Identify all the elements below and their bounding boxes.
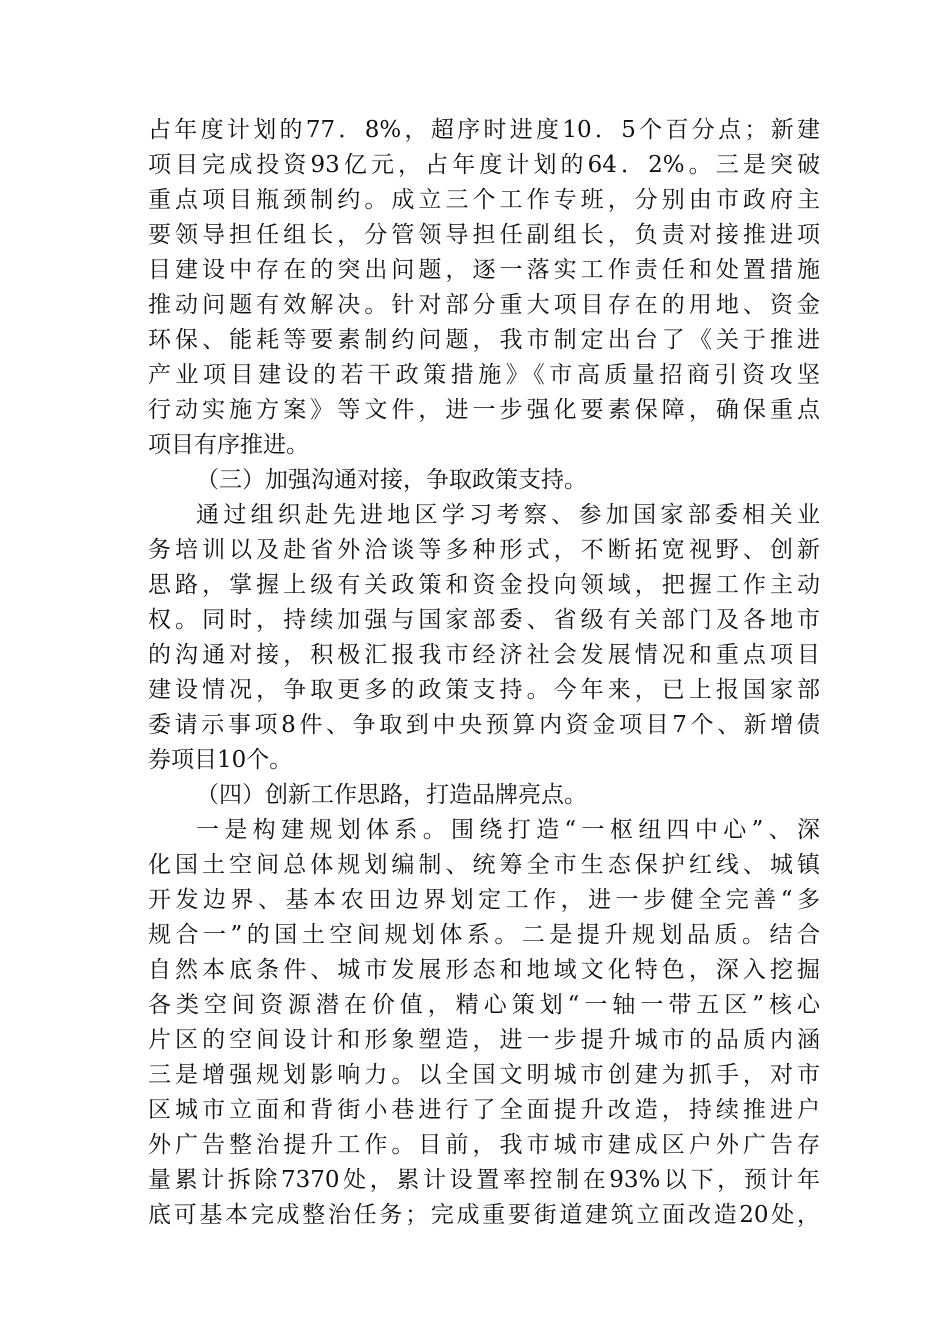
paragraph-line: 的沟通对接，积极汇报我市经济社会发展情况和重点项目 — [148, 642, 820, 668]
paragraph-line: 产业项目建设的若干政策措施》《市高质量招商引资攻坚 — [148, 362, 820, 388]
paragraph-line: 化国土空间总体规划编制、统筹全市生态保护红线、城镇 — [148, 852, 820, 878]
paragraph-line: 自然本底条件、城市发展形态和地域文化特色，深入挖掘 — [148, 957, 820, 983]
paragraph-line: 外广告整治提升工作。目前，我市城市建成区户外广告存 — [148, 1132, 820, 1158]
paragraph-line: 占年度计划的77．8%，超序时进度10．5个百分点；新建 — [148, 117, 820, 143]
paragraph-line: 行动实施方案》等文件，进一步强化要素保障，确保重点 — [148, 397, 820, 423]
paragraph-line: 片区的空间设计和形象塑造，进一步提升城市的品质内涵 — [148, 1027, 820, 1053]
paragraph-line: 项目有序推进。 — [148, 432, 309, 458]
section-heading: （三）加强沟通对接，争取政策支持。 — [196, 467, 587, 493]
paragraph-line: 一是构建规划体系。围绕打造“一枢纽四中心”、深 — [196, 817, 820, 843]
paragraph-line: 规合一”的国土空间规划体系。二是提升规划品质。结合 — [148, 922, 820, 948]
paragraph-line: 目建设中存在的突出问题，逐一落实工作责任和处置措施 — [148, 257, 820, 283]
paragraph-line: 要领导担任组长，分管领导担任副组长，负责对接推进项 — [148, 222, 820, 248]
paragraph-line: 区城市立面和背街小巷进行了全面提升改造，持续推进户 — [148, 1097, 820, 1123]
paragraph-line: 权。同时，持续加强与国家部委、省级有关部门及各地市 — [148, 607, 820, 633]
paragraph-line: 推动问题有效解决。针对部分重大项目存在的用地、资金 — [148, 292, 820, 318]
paragraph-line: 底可基本完成整治任务；完成重要街道建筑立面改造20处， — [148, 1202, 820, 1228]
document-body — [148, 113, 820, 1233]
paragraph-line: 委请示事项8件、争取到中央预算内资金项目7个、新增债 — [148, 712, 820, 738]
paragraph-line: 开发边界、基本农田边界划定工作，进一步健全完善“多 — [148, 887, 820, 913]
section-heading: （四）创新工作思路，打造品牌亮点。 — [196, 782, 587, 808]
paragraph-line: 各类空间资源潜在价值，精心策划“一轴一带五区”核心 — [148, 992, 820, 1018]
paragraph-line: 思路，掌握上级有关政策和资金投向领域，把握工作主动 — [148, 572, 820, 598]
paragraph-line: 券项目10个。 — [148, 747, 293, 773]
paragraph-line: 务培训以及赴省外洽谈等多种形式，不断拓宽视野、创新 — [148, 537, 820, 563]
paragraph-line: 通过组织赴先进地区学习考察、参加国家部委相关业 — [196, 502, 820, 528]
paragraph-line: 建设情况，争取更多的政策支持。今年来，已上报国家部 — [148, 677, 820, 703]
paragraph-line: 三是增强规划影响力。以全国文明城市创建为抓手，对市 — [148, 1062, 820, 1088]
paragraph-line: 环保、能耗等要素制约问题，我市制定出台了《关于推进 — [148, 327, 820, 353]
paragraph-line: 量累计拆除7370处，累计设置率控制在93%以下，预计年 — [148, 1167, 820, 1193]
paragraph-line: 重点项目瓶颈制约。成立三个工作专班，分别由市政府主 — [148, 187, 820, 213]
paragraph-line: 项目完成投资93亿元，占年度计划的64．2%。三是突破 — [148, 152, 820, 178]
